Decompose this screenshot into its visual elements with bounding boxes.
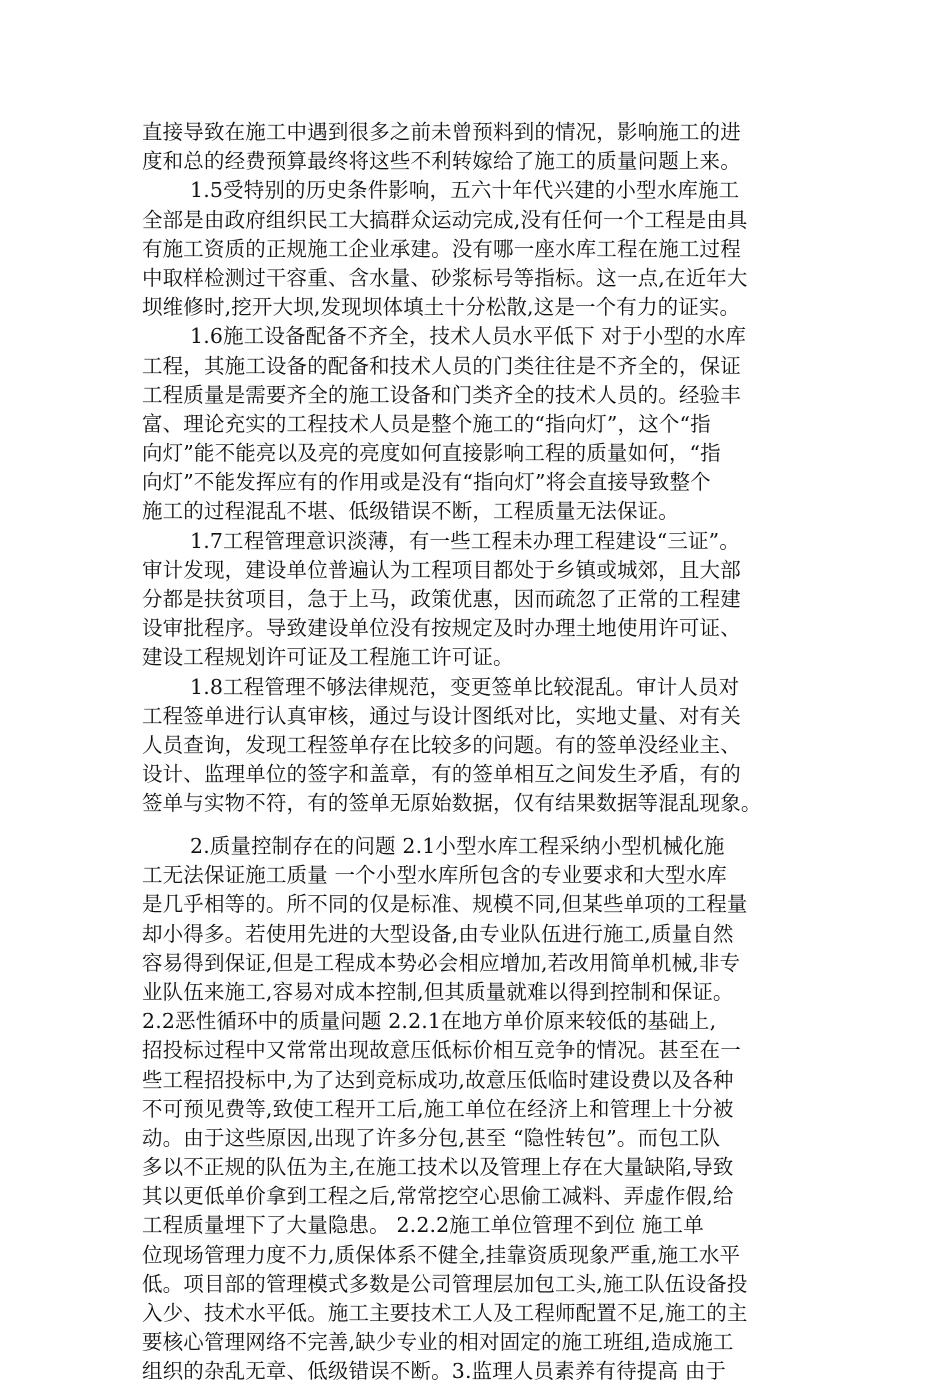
- text-line: 设计、监理单位的签字和盖章，有的签单相互之间发生矛盾，有的: [142, 762, 741, 787]
- text-line: 审计发现，建设单位普遍认为工程项目都处于乡镇或城郊，且大部: [142, 557, 741, 582]
- text-line: 施工的过程混乱不堪、低级错误不断，工程质量无法保证。: [142, 499, 679, 524]
- text-line: 多以不正规的队伍为主,在施工技术以及管理上存在大量缺陷,导致: [142, 1155, 734, 1180]
- text-line: 些工程招投标中,为了达到竞标成功,故意压低临时建设费以及各种: [142, 1067, 734, 1092]
- text-line: 工程签单进行认真审核，通过与设计图纸对比，实地丈量、对有关: [142, 703, 741, 728]
- text-line: 不可预见费等,致使工程开工后,施工单位在经济上和管理上十分被: [142, 1096, 734, 1121]
- text-line: 向灯”不能发挥应有的作用或是没有“指向灯”将会直接导致整个: [142, 470, 711, 495]
- text-line: 入少、技术水平低。施工主要技术工人及工程师配置不足,施工的主: [142, 1301, 748, 1325]
- text-line: 建设工程规划许可证及工程施工许可证。: [142, 645, 514, 670]
- text-line: 业队伍来施工,容易对成本控制,但其质量就难以得到控制和保证。: [142, 979, 734, 1004]
- text-line: 人员查询，发现工程签单存在比较多的问题。有的签单没经业主、: [142, 732, 741, 757]
- text-line: 工无法保证施工质量 一个小型水库所包含的专业要求和大型水库: [142, 863, 727, 888]
- text-line: 其以更低单价拿到工程之后,常常挖空心思偷工减料、弄虚作假,给: [142, 1184, 734, 1209]
- text-line: 位现场管理力度不力,质保体系不健全,挂靠资质现象严重,施工水平: [142, 1242, 741, 1267]
- text-line: 直接导致在施工中遇到很多之前未曾预料到的情况，影响施工的进: [142, 120, 741, 144]
- text-line: 向灯”能不能亮以及亮的亮度如何直接影响工程的质量如何，“指: [142, 441, 721, 466]
- text-line: 工程，其施工设备的配备和技术人员的门类往往是不齐全的，保证: [142, 353, 741, 378]
- paragraph-block-quality-control-issues: [142, 832, 822, 1387]
- text-line: 容易得到保证,但是工程成本势必会相应增加,若改用简单机械,非专: [142, 950, 741, 975]
- text-line: 2.2恶性循环中的质量问题 2.2.1在地方单价原来较低的基础上,: [142, 1009, 717, 1034]
- text-line: 却小得多。若使用先进的大型设备,由专业队伍进行施工,质量自然: [142, 921, 734, 946]
- text-line: 中取样检测过干容重、含水量、砂浆标号等指标。这一点,在近年大: [142, 265, 748, 290]
- text-line: 有施工资质的正规施工企业承建。没有哪一座水库工程在施工过程: [142, 236, 741, 261]
- text-line: 设审批程序。导致建设单位没有按规定及时办理土地使用许可证、: [142, 616, 741, 641]
- text-line: 要核心管理网络不完善,缺少专业的相对固定的施工班组,造成施工: [142, 1330, 734, 1355]
- text-line: 组织的杂乱无章、低级错误不断。3.监理人员素养有待提高 由于: [142, 1359, 727, 1384]
- text-line: 签单与实物不符，有的签单无原始数据，仅有结果数据等混乱现象。: [142, 791, 762, 816]
- text-line: 工程质量是需要齐全的施工设备和门类齐全的技术人员的。经验丰: [142, 382, 741, 407]
- text-line: 2.质量控制存在的问题 2.1小型水库工程采纳小型机械化施: [190, 834, 725, 858]
- text-line: 招投标过程中又常常出现故意压低标价相互竞争的情况。甚至在一: [142, 1038, 741, 1063]
- text-line: 1.8工程管理不够法律规范，变更签单比较混乱。审计人员对: [190, 674, 740, 699]
- text-line: 度和总的经费预算最终将这些不利转嫁给了施工的质量问题上来。: [142, 149, 741, 174]
- text-line: 分都是扶贫项目，急于上马，政策优惠，因而疏忽了正常的工程建: [142, 587, 741, 611]
- text-line: 1.5受特别的历史条件影响，五六十年代兴建的小型水库施工: [190, 178, 740, 203]
- text-line: 工程质量埋下了大量隐患。 2.2.2施工单位管理不到位 施工单: [142, 1213, 704, 1238]
- text-line: 是几乎相等的。所不同的仅是标准、规模不同,但某些单项的工程量: [142, 892, 748, 917]
- text-line: 坝维修时,挖开大坝,发现坝体填土十分松散,这是一个有力的证实。: [142, 295, 741, 320]
- text-line: 低。项目部的管理模式多数是公司管理层加包工头,施工队伍设备投: [142, 1271, 748, 1296]
- text-line: 1.7工程管理意识淡薄，有一些工程未办理工程建设“三证”。: [190, 528, 740, 553]
- paragraph-block-quality-causes: [142, 118, 822, 819]
- text-line: 动。由于这些原因,出现了许多分包,甚至 “隐性转包”。而包工队: [142, 1125, 721, 1150]
- text-line: 全部是由政府组织民工大搞群众运动完成,没有任何一个工程是由具: [142, 207, 748, 232]
- text-line: 1.6施工设备配备不齐全，技术人员水平低下 对于小型的水库: [190, 324, 746, 349]
- text-line: 富、理论充实的工程技术人员是整个施工的“指向灯”，这个“指: [142, 411, 711, 436]
